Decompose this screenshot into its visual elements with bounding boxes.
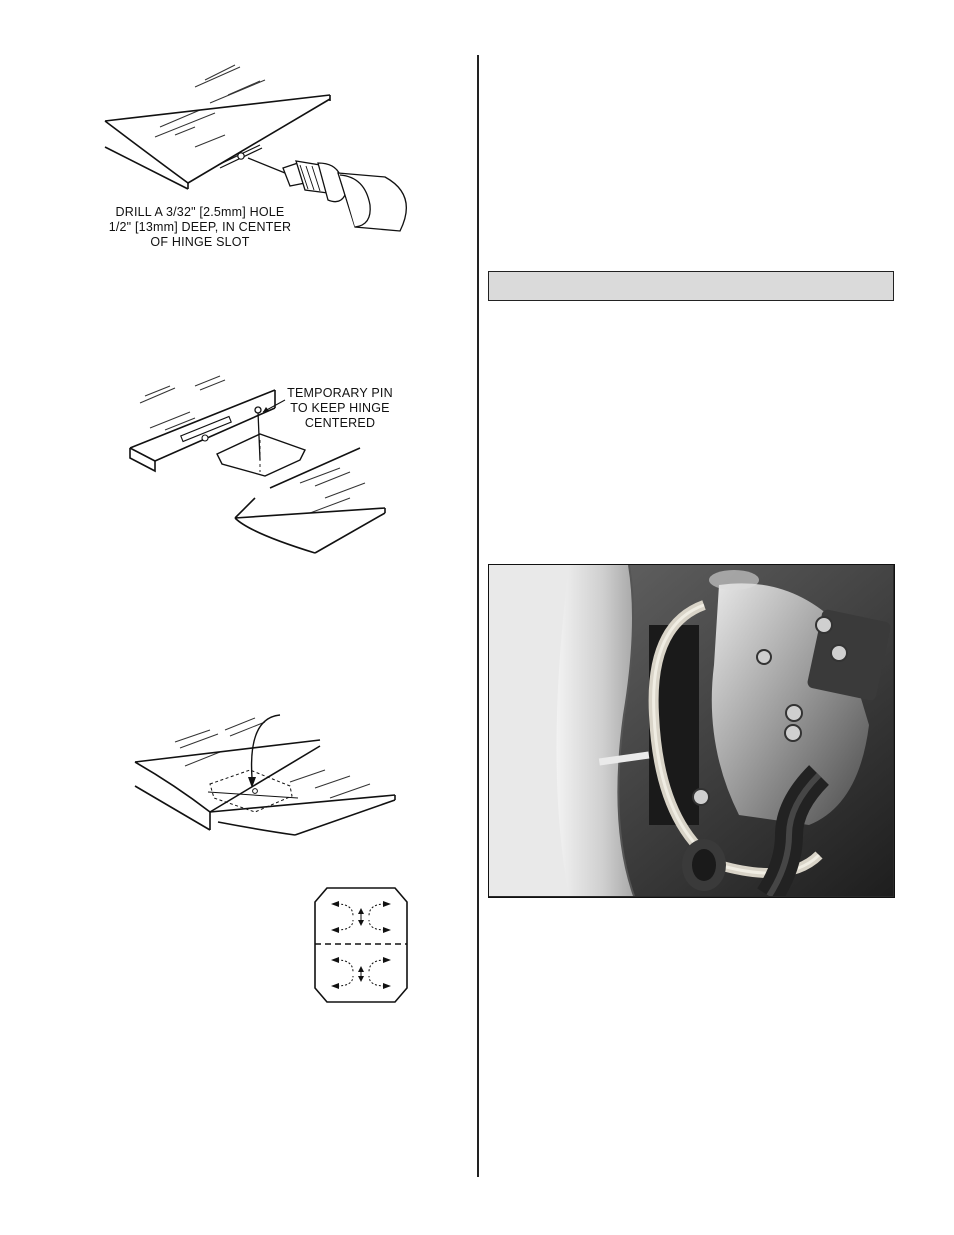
drill-caption-line-3: OF HINGE SLOT (150, 235, 250, 249)
drill-caption (100, 205, 300, 250)
pin-caption (285, 386, 395, 431)
pin-caption-line-1: TEMPORARY PIN (287, 386, 393, 400)
drill-caption-line-2: 1/2" [13mm] DEEP, IN CENTER (108, 220, 292, 234)
hinge-joint-illustration (130, 700, 400, 840)
figure-hinge-detail (313, 886, 409, 1004)
engine-photo-image (489, 565, 893, 896)
engine-photo (488, 564, 895, 898)
drill-caption-line-1: DRILL A 3/32" [2.5mm] HOLE (115, 205, 285, 219)
figure-hinge-joint (130, 700, 400, 840)
column-divider (477, 55, 479, 1177)
section-header-bar (488, 271, 894, 301)
pin-caption-line-2: TO KEEP HINGE (290, 401, 390, 415)
pin-caption-line-3: CENTERED (304, 416, 376, 430)
hinge-detail-illustration (313, 886, 409, 1004)
